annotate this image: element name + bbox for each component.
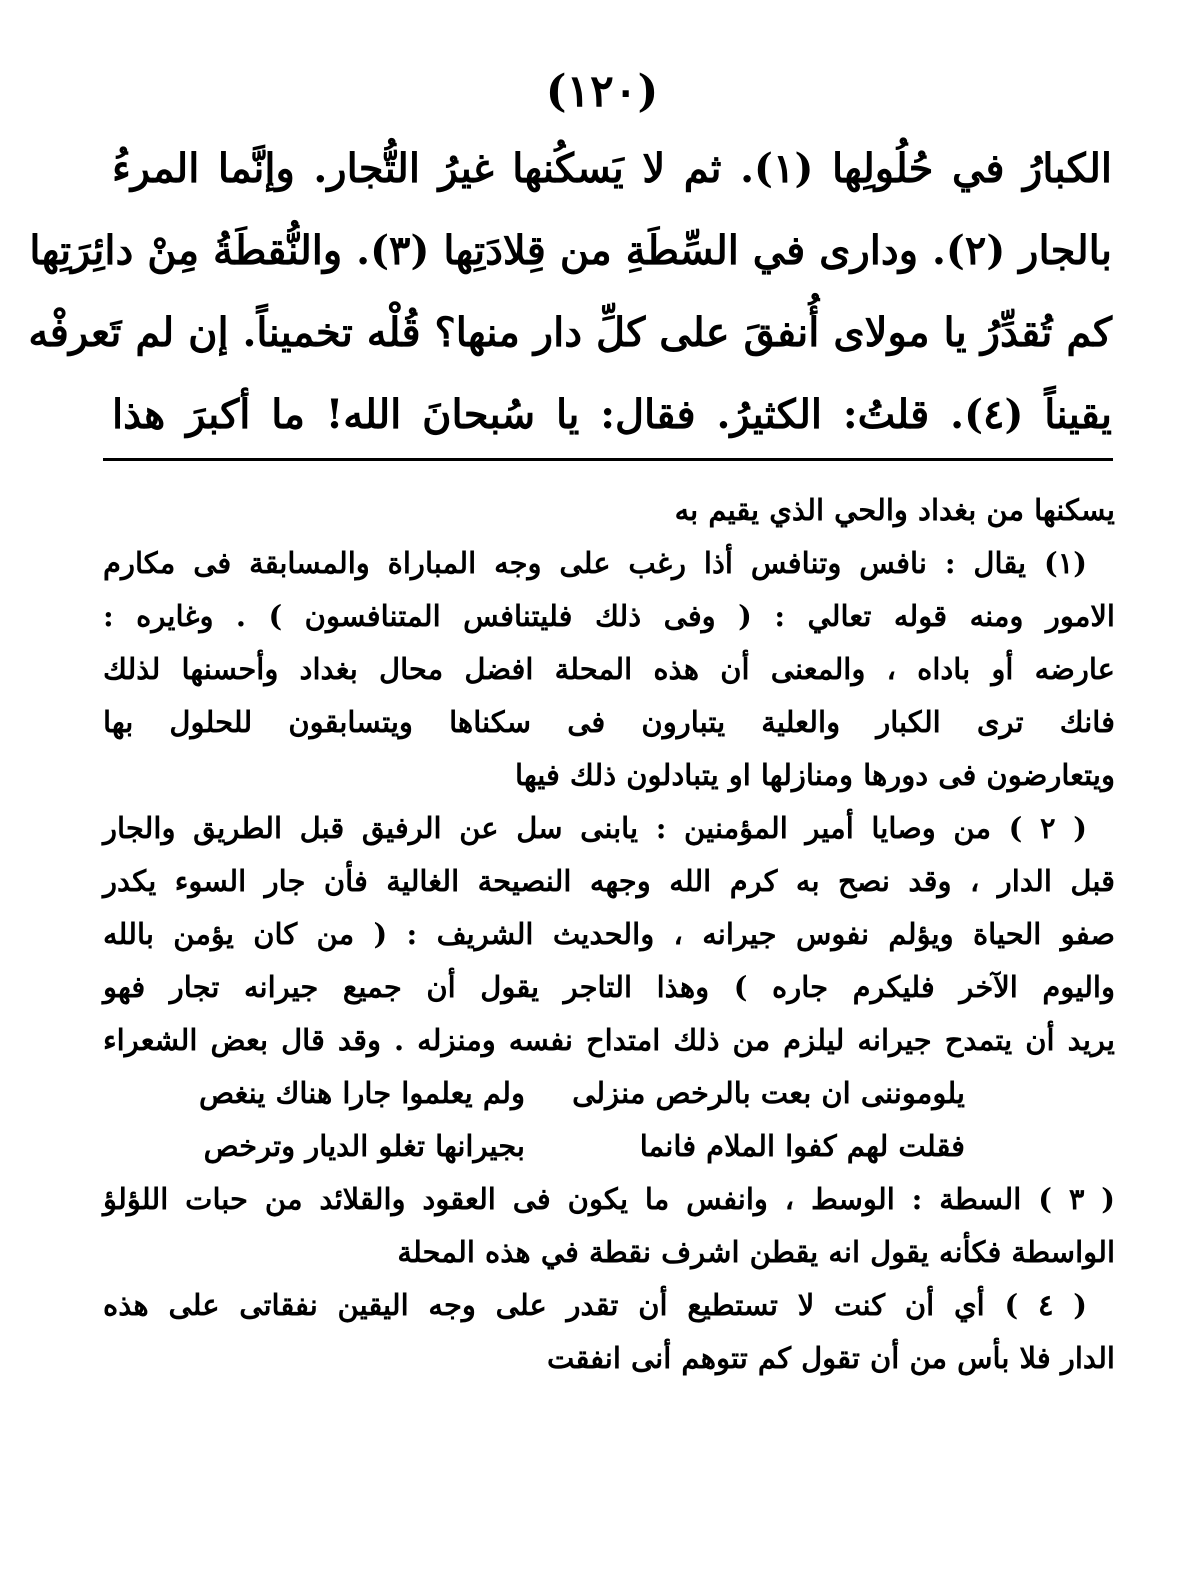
footnote-1-line: عارضه أو باداه ، والمعنى أن هذه المحلة افضل محال بغداد وأحسنها لذلك [103, 652, 1115, 686]
verse-second-hemistich: ولم يعلموا جارا هناك ينغص [199, 1076, 525, 1110]
footnote-2-line: صفو الحياة ويؤلم نفوس جيرانه ، والحديث الشريف : ( من كان يؤمن بالله [103, 917, 1115, 951]
footnote-4-line: ( ٤ ) أي أن كنت لا تستطيع أن تقدر على وجه اليقين نفقاتى على هذه [103, 1288, 1087, 1322]
main-text-line: يقيناً (٤). قلتُ: الكثيرُ. فقال: يا سُبحانَ الله! ما أكبرَ هذا [112, 391, 1112, 438]
main-text-line: بالجار (٢). ودارى في السِّطَةِ من قِلادَتِها (٣). والنُّقطَةُ مِنْ دائِرَتِها [29, 227, 1112, 274]
footnote-2-line: واليوم الآخر فليكرم جاره ) وهذا التاجر يقول أن جميع جيرانه تجار فهو [103, 970, 1115, 1004]
main-text [28, 128, 1113, 456]
footnote-1-line: ويتعارضون فى دورها ومنازلها او يتبادلون ذلك فيها [515, 758, 1115, 792]
footnote-separator [103, 458, 1113, 461]
main-text-line: كم تُقدِّرُ يا مولاى أُنفقَ على كلِّ دار منها؟ قُلْه تخميناً. إن لم تَعرفْه [28, 309, 1112, 356]
footnote-1-line: الامور ومنه قوله تعالي : ( وفى ذلك فليتنافس المتنافسون ) . وغايره : [103, 599, 1115, 633]
footnotes [103, 484, 1115, 1385]
verse-first-hemistich: فقلت لهم كفوا الملام فانما [639, 1129, 965, 1163]
verse-first-hemistich: يلوموننى ان بعت بالرخص منزلى [572, 1076, 965, 1110]
footnote-continuation: يسكنها من بغداد والحي الذي يقيم به [674, 493, 1115, 527]
footnote-2-line: ( ٢ ) من وصايا أمير المؤمنين : يابنى سل عن الرفيق قبل الطريق والجار [103, 811, 1087, 845]
main-text-line: الكبارُ في حُلُولِها (١). ثم لا يَسكُنها غيرُ التُّجار. وإنَّما المرءُ [112, 145, 1113, 192]
verse-second-hemistich: بجيرانها تغلو الديار وترخص [203, 1129, 525, 1163]
footnote-2-line: قبل الدار ، وقد نصح به كرم الله وجهه النصيحة الغالية فأن جار السوء يكدر [103, 864, 1115, 898]
footnote-3-line: الواسطة فكأنه يقول انه يقطن اشرف نقطة في هذه المحلة [397, 1235, 1115, 1269]
footnote-3-line: ( ٣ ) السطة : الوسط ، وانفس ما يكون فى العقود والقلائد من حبات اللؤلؤ [103, 1182, 1115, 1216]
footnote-1-line: فانك ترى الكبار والعلية يتبارون فى سكناها ويتسابقون للحلول بها [103, 705, 1115, 739]
footnote-1-line: (١) يقال : نافس وتنافس أذا رغب على وجه المباراة والمسابقة فى مكارم [103, 546, 1087, 580]
footnote-4-line: الدار فلا بأس من أن تقول كم تتوهم أنى انفقت [546, 1341, 1115, 1375]
page-number: (١٢٠) [545, 66, 659, 117]
footnote-2-line: يريد أن يتمدح جيرانه ليلزم من ذلك امتداح نفسه ومنزله . وقد قال بعض الشعراء [103, 1023, 1115, 1057]
verse-line [103, 1067, 1115, 1120]
verse-line [103, 1120, 1115, 1173]
